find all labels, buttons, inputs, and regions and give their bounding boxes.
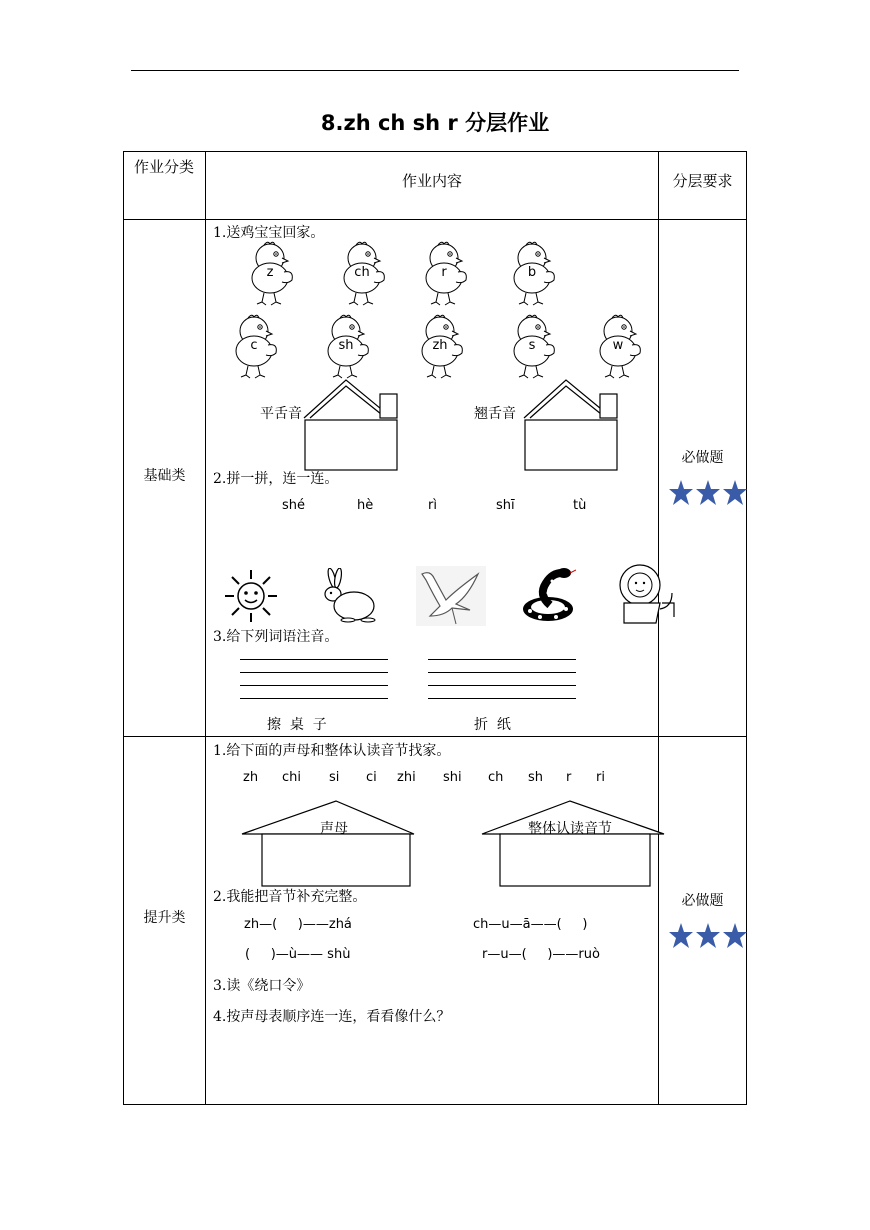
- header-requirement: 分层要求: [672, 172, 733, 190]
- basic-q2-title: 2.拼一拼，连一连。: [213, 471, 339, 487]
- pinyin-1: shé: [282, 498, 306, 513]
- pinyin-3: rì: [428, 498, 437, 513]
- star-icon: [669, 480, 693, 505]
- chick-label: s: [528, 338, 536, 353]
- syllable: shi: [443, 770, 462, 785]
- syllable: chi: [282, 770, 301, 785]
- crane-picture: [416, 566, 486, 626]
- house-whole-syllables: [480, 800, 666, 890]
- house-curled-label: 翘舌音: [474, 406, 516, 422]
- chick-picture: [338, 240, 394, 308]
- page-title: 8.zh ch sh r 分层作业: [320, 111, 550, 135]
- pinyin-4: shī: [496, 498, 515, 513]
- house-flat-tongue: [300, 378, 402, 474]
- house-initials: [240, 800, 416, 890]
- rabbit-picture: [318, 568, 380, 624]
- house-curled-tongue: [520, 378, 622, 474]
- chick-label: c: [250, 338, 258, 353]
- syllable: zhi: [397, 770, 416, 785]
- chick-picture: [322, 313, 378, 381]
- star-icon: [696, 480, 720, 505]
- syllable: zh: [243, 770, 259, 785]
- fill-blank-4: r—u—( )——ruò: [482, 947, 600, 962]
- house-initials-label: 声母: [320, 821, 348, 837]
- advanced-q2-title: 2.我能把音节补充完整。: [213, 889, 367, 905]
- syllable: ri: [596, 770, 605, 785]
- chick-label: w: [612, 338, 624, 353]
- advanced-q3-title: 3.读《绕口令》: [213, 978, 311, 994]
- sun-picture: [222, 568, 280, 624]
- word-2: 折 纸: [474, 717, 511, 733]
- star-rating-basic: [668, 479, 748, 507]
- requirement-advanced: 必做题: [681, 893, 724, 909]
- snake-picture: [520, 565, 576, 625]
- star-icon: [723, 480, 747, 505]
- header-category: 作业分类: [133, 158, 194, 176]
- fill-blank-2: ch—u—ā——( ): [473, 917, 588, 932]
- fill-blank-1: zh—( )——zhá: [244, 917, 352, 932]
- chick-label: z: [266, 265, 274, 280]
- star-icon: [669, 923, 693, 948]
- chick-label: b: [527, 265, 537, 280]
- house-flat-label: 平舌音: [260, 406, 302, 422]
- header-content: 作业内容: [401, 172, 462, 190]
- syllable: ch: [488, 770, 504, 785]
- star-icon: [723, 923, 747, 948]
- chick-picture: [230, 313, 286, 381]
- chick-picture: [420, 240, 476, 308]
- pinyin-2: hè: [357, 498, 374, 513]
- chick-picture: [508, 240, 564, 308]
- basic-q3-title: 3.给下列词语注音。: [213, 629, 339, 645]
- chick-picture: [594, 313, 650, 381]
- requirement-basic: 必做题: [681, 450, 724, 466]
- word-1: 擦 桌 子: [267, 717, 327, 733]
- advanced-q1-title: 1.给下面的声母和整体认读音节找家。: [213, 743, 451, 759]
- category-advanced: 提升类: [143, 910, 186, 926]
- syllable: ci: [366, 770, 377, 785]
- chick-label: zh: [432, 338, 448, 353]
- syllable: sh: [528, 770, 544, 785]
- advanced-q4-title: 4.按声母表顺序连一连，看看像什么？: [213, 1009, 451, 1025]
- chick-picture: [416, 313, 472, 381]
- chick-label: r: [441, 265, 447, 280]
- basic-q1-title: 1.送鸡宝宝回家。: [213, 225, 325, 241]
- chick-label: ch: [354, 265, 370, 280]
- chick-picture: [508, 313, 564, 381]
- fill-blank-3: ( )—ù—— shù: [245, 947, 351, 962]
- lion-picture: [616, 563, 678, 627]
- star-icon: [696, 923, 720, 948]
- pinyin-5: tù: [573, 498, 587, 513]
- syllable: r: [566, 770, 572, 785]
- chick-label: sh: [338, 338, 354, 353]
- chick-picture: [246, 240, 302, 308]
- syllable: si: [329, 770, 340, 785]
- top-rule: [131, 70, 739, 71]
- house-whole-label: 整体认读音节: [528, 821, 612, 837]
- category-basic: 基础类: [143, 468, 186, 484]
- star-rating-advanced: [668, 922, 748, 950]
